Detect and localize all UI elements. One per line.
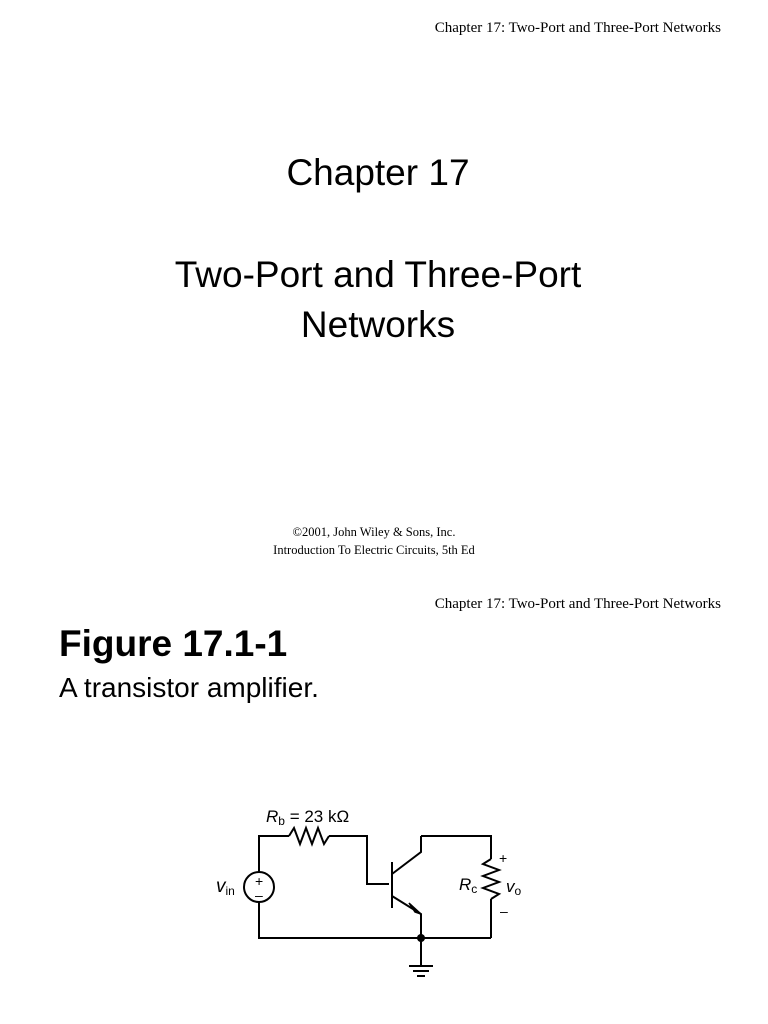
rc-label: Rc [459, 875, 478, 896]
wire-collector-to-rc [421, 836, 491, 859]
rc-resistor [483, 859, 499, 899]
figure-slide [0, 584, 768, 1024]
vo-minus: – [500, 903, 508, 919]
book-title-line: Introduction To Electric Circuits, 5th Ed [273, 543, 475, 557]
vo-plus: + [499, 850, 508, 866]
section-title-line: Networks [300, 304, 456, 345]
rb-label: Rb = 23 kΩ [266, 807, 350, 828]
transistor-amplifier-circuit [0, 584, 768, 1024]
chapter-title: Chapter 17 [286, 152, 470, 193]
copyright-notice [0, 523, 748, 559]
transistor-emitter [392, 896, 421, 938]
vin-label: vin [216, 876, 235, 898]
source-minus: – [255, 887, 263, 903]
rb-resistor [289, 828, 329, 844]
figure-label: Figure 17.1-1 [59, 623, 288, 664]
vo-label: vo [506, 877, 522, 898]
transistor-collector [392, 836, 421, 874]
running-header: Chapter 17: Two-Port and Three-Port Networks [434, 596, 721, 612]
ground-icon [409, 966, 433, 976]
source-plus: + [255, 873, 264, 889]
wire-rb-to-base [329, 836, 389, 884]
copyright-line: ©2001, John Wiley & Sons, Inc. [292, 525, 456, 539]
section-title [0, 250, 756, 350]
figure-caption: A transistor amplifier. [59, 672, 319, 703]
wire-left-top [259, 836, 289, 872]
running-header: Chapter 17: Two-Port and Three-Port Networks [434, 20, 721, 36]
section-title-line: Two-Port and Three-Port [174, 254, 582, 295]
wire-bottom-rail [259, 902, 491, 938]
